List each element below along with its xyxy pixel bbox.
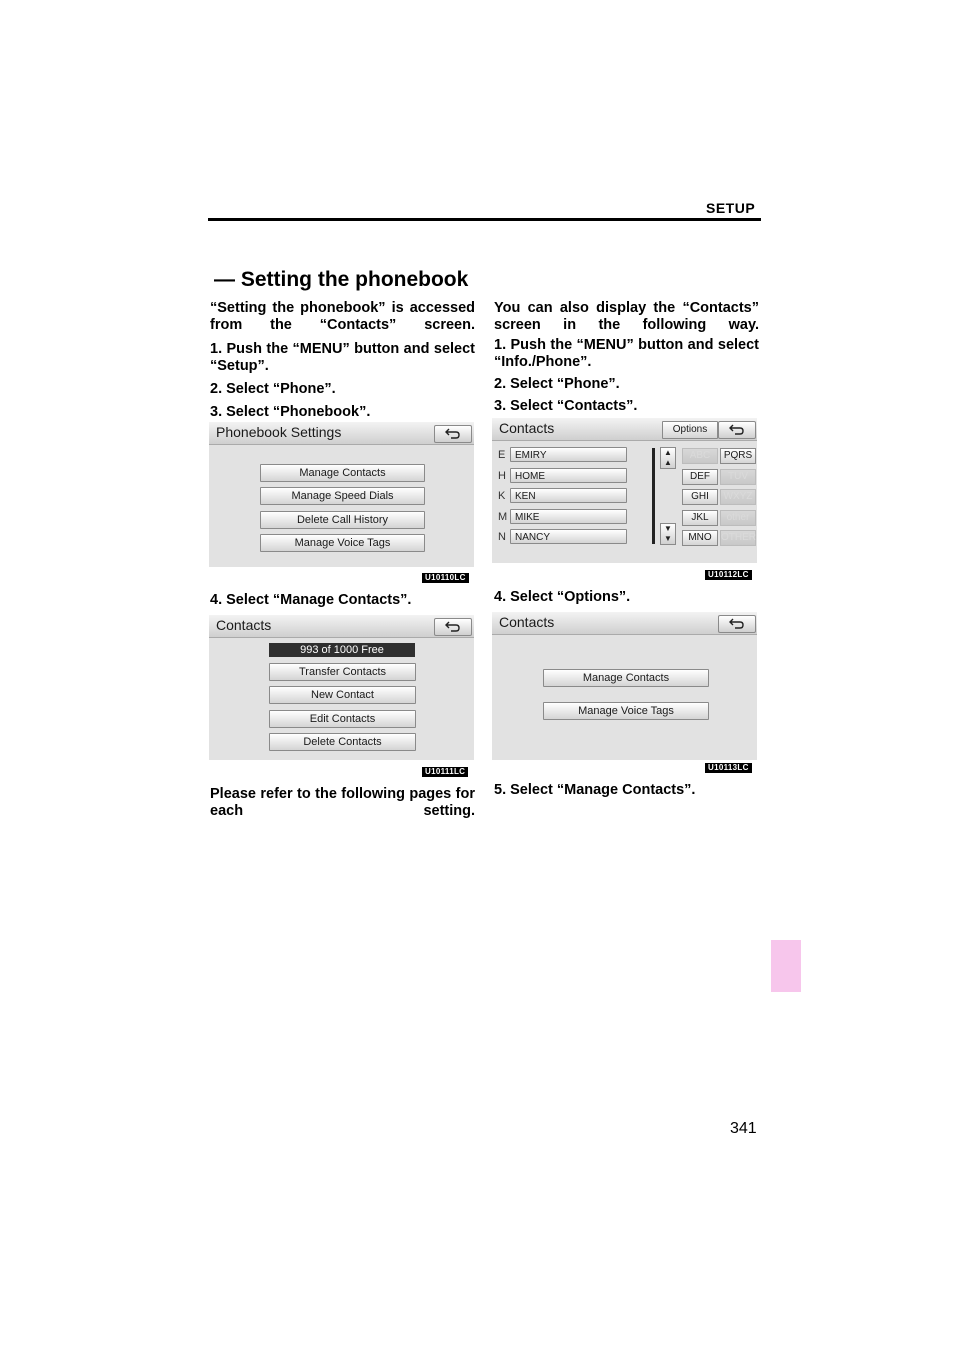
key-def[interactable]: DEF [682, 469, 718, 485]
index-letter: H [498, 470, 506, 482]
page-number: 341 [730, 1120, 757, 1137]
index-letter: E [498, 449, 506, 461]
index-letter: M [498, 511, 508, 523]
contacts-options-screen [492, 612, 757, 760]
options-button[interactable]: Options [662, 421, 718, 439]
manage-contacts-button[interactable]: Manage Contacts [543, 669, 709, 687]
scroll-track[interactable] [652, 448, 655, 544]
scroll-up-button[interactable]: ▲ ▲ [660, 447, 676, 469]
manage-contacts-button[interactable]: Manage Contacts [260, 464, 425, 482]
screen-titlebar [209, 615, 474, 638]
edit-contacts-button[interactable]: Edit Contacts [269, 710, 416, 728]
key-mno[interactable]: MNO [682, 530, 718, 546]
screen-title: Phonebook Settings [216, 424, 342, 440]
chapter-tab [771, 940, 801, 992]
image-id-label: U10112LC [705, 570, 752, 580]
contact-entry[interactable]: MIKE [510, 509, 627, 524]
right-step-5: 5. Select “Manage Contacts”. [494, 782, 696, 798]
left-step-3: 3. Select “Phonebook”. [210, 404, 371, 420]
screen-title: Contacts [499, 614, 555, 630]
contact-entry[interactable]: KEN [510, 488, 627, 503]
contact-entry[interactable]: HOME [510, 468, 627, 483]
key-ghi[interactable]: GHI [682, 489, 718, 505]
right-step-1: 1. Push the “MENU” button and select “Info./Phone”. [494, 337, 759, 370]
image-id-label: U10113LC [705, 763, 752, 773]
screen-titlebar [492, 612, 757, 635]
image-id-label: U10111LC [422, 767, 468, 777]
index-letter: K [498, 490, 506, 502]
free-capacity-bar: 993 of 1000 Free [269, 643, 415, 657]
left-step-2: 2. Select “Phone”. [210, 381, 336, 397]
screen-title: Contacts [499, 420, 555, 436]
key-wxyz[interactable]: WXYZ [720, 489, 756, 505]
key-pqrs[interactable]: PQRS [720, 448, 756, 464]
screen-titlebar [492, 418, 757, 441]
manage-speed-dials-button[interactable]: Manage Speed Dials [260, 487, 425, 505]
contacts-list-screen [492, 418, 757, 563]
right-step-3: 3. Select “Contacts”. [494, 398, 638, 414]
key-other-2[interactable]: OTHER [720, 530, 756, 546]
delete-call-history-button[interactable]: Delete Call History [260, 511, 425, 529]
back-button[interactable] [434, 425, 472, 443]
back-button[interactable] [718, 421, 756, 439]
key-abc[interactable]: ABC [682, 448, 718, 464]
section-title: — Setting the phonebook [214, 268, 469, 291]
right-intro: You can also display the “Contacts” screen in the following way. [494, 300, 759, 333]
delete-contacts-button[interactable]: Delete Contacts [269, 733, 416, 751]
back-arrow-icon [445, 428, 461, 439]
back-button[interactable] [434, 618, 472, 636]
back-arrow-icon [729, 618, 745, 629]
scroll-down-button[interactable]: ▼ ▼ [660, 523, 676, 545]
screen-title: Contacts [216, 617, 272, 633]
left-intro: “Setting the phonebook” is accessed from the “Contacts” screen. [210, 300, 475, 333]
phonebook-settings-screen [209, 422, 474, 567]
key-other[interactable]: other [720, 510, 756, 526]
contact-entry[interactable]: EMIRY [510, 447, 627, 462]
left-step-4: 4. Select “Manage Contacts”. [210, 592, 412, 608]
back-arrow-icon [729, 424, 745, 435]
left-step-1: 1. Push the “MENU” button and select “Setup”. [210, 341, 475, 374]
contact-entry[interactable]: NANCY [510, 529, 627, 544]
manage-voice-tags-button[interactable]: Manage Voice Tags [260, 534, 425, 552]
key-jkl[interactable]: JKL [682, 510, 718, 526]
index-letter: N [498, 531, 506, 543]
back-button[interactable] [718, 615, 756, 633]
right-step-4: 4. Select “Options”. [494, 589, 631, 605]
header-rule [208, 218, 761, 221]
contacts-manage-screen [209, 615, 474, 760]
screen-titlebar [209, 422, 474, 445]
left-closing: Please refer to the following pages for each setting. [210, 786, 475, 819]
image-id-label: U10110LC [422, 573, 469, 583]
manage-voice-tags-button[interactable]: Manage Voice Tags [543, 702, 709, 720]
section-header: SETUP [706, 200, 756, 216]
new-contact-button[interactable]: New Contact [269, 686, 416, 704]
right-step-2: 2. Select “Phone”. [494, 376, 620, 392]
key-tuv[interactable]: TUV [720, 469, 756, 485]
back-arrow-icon [445, 621, 461, 632]
transfer-contacts-button[interactable]: Transfer Contacts [269, 663, 416, 681]
